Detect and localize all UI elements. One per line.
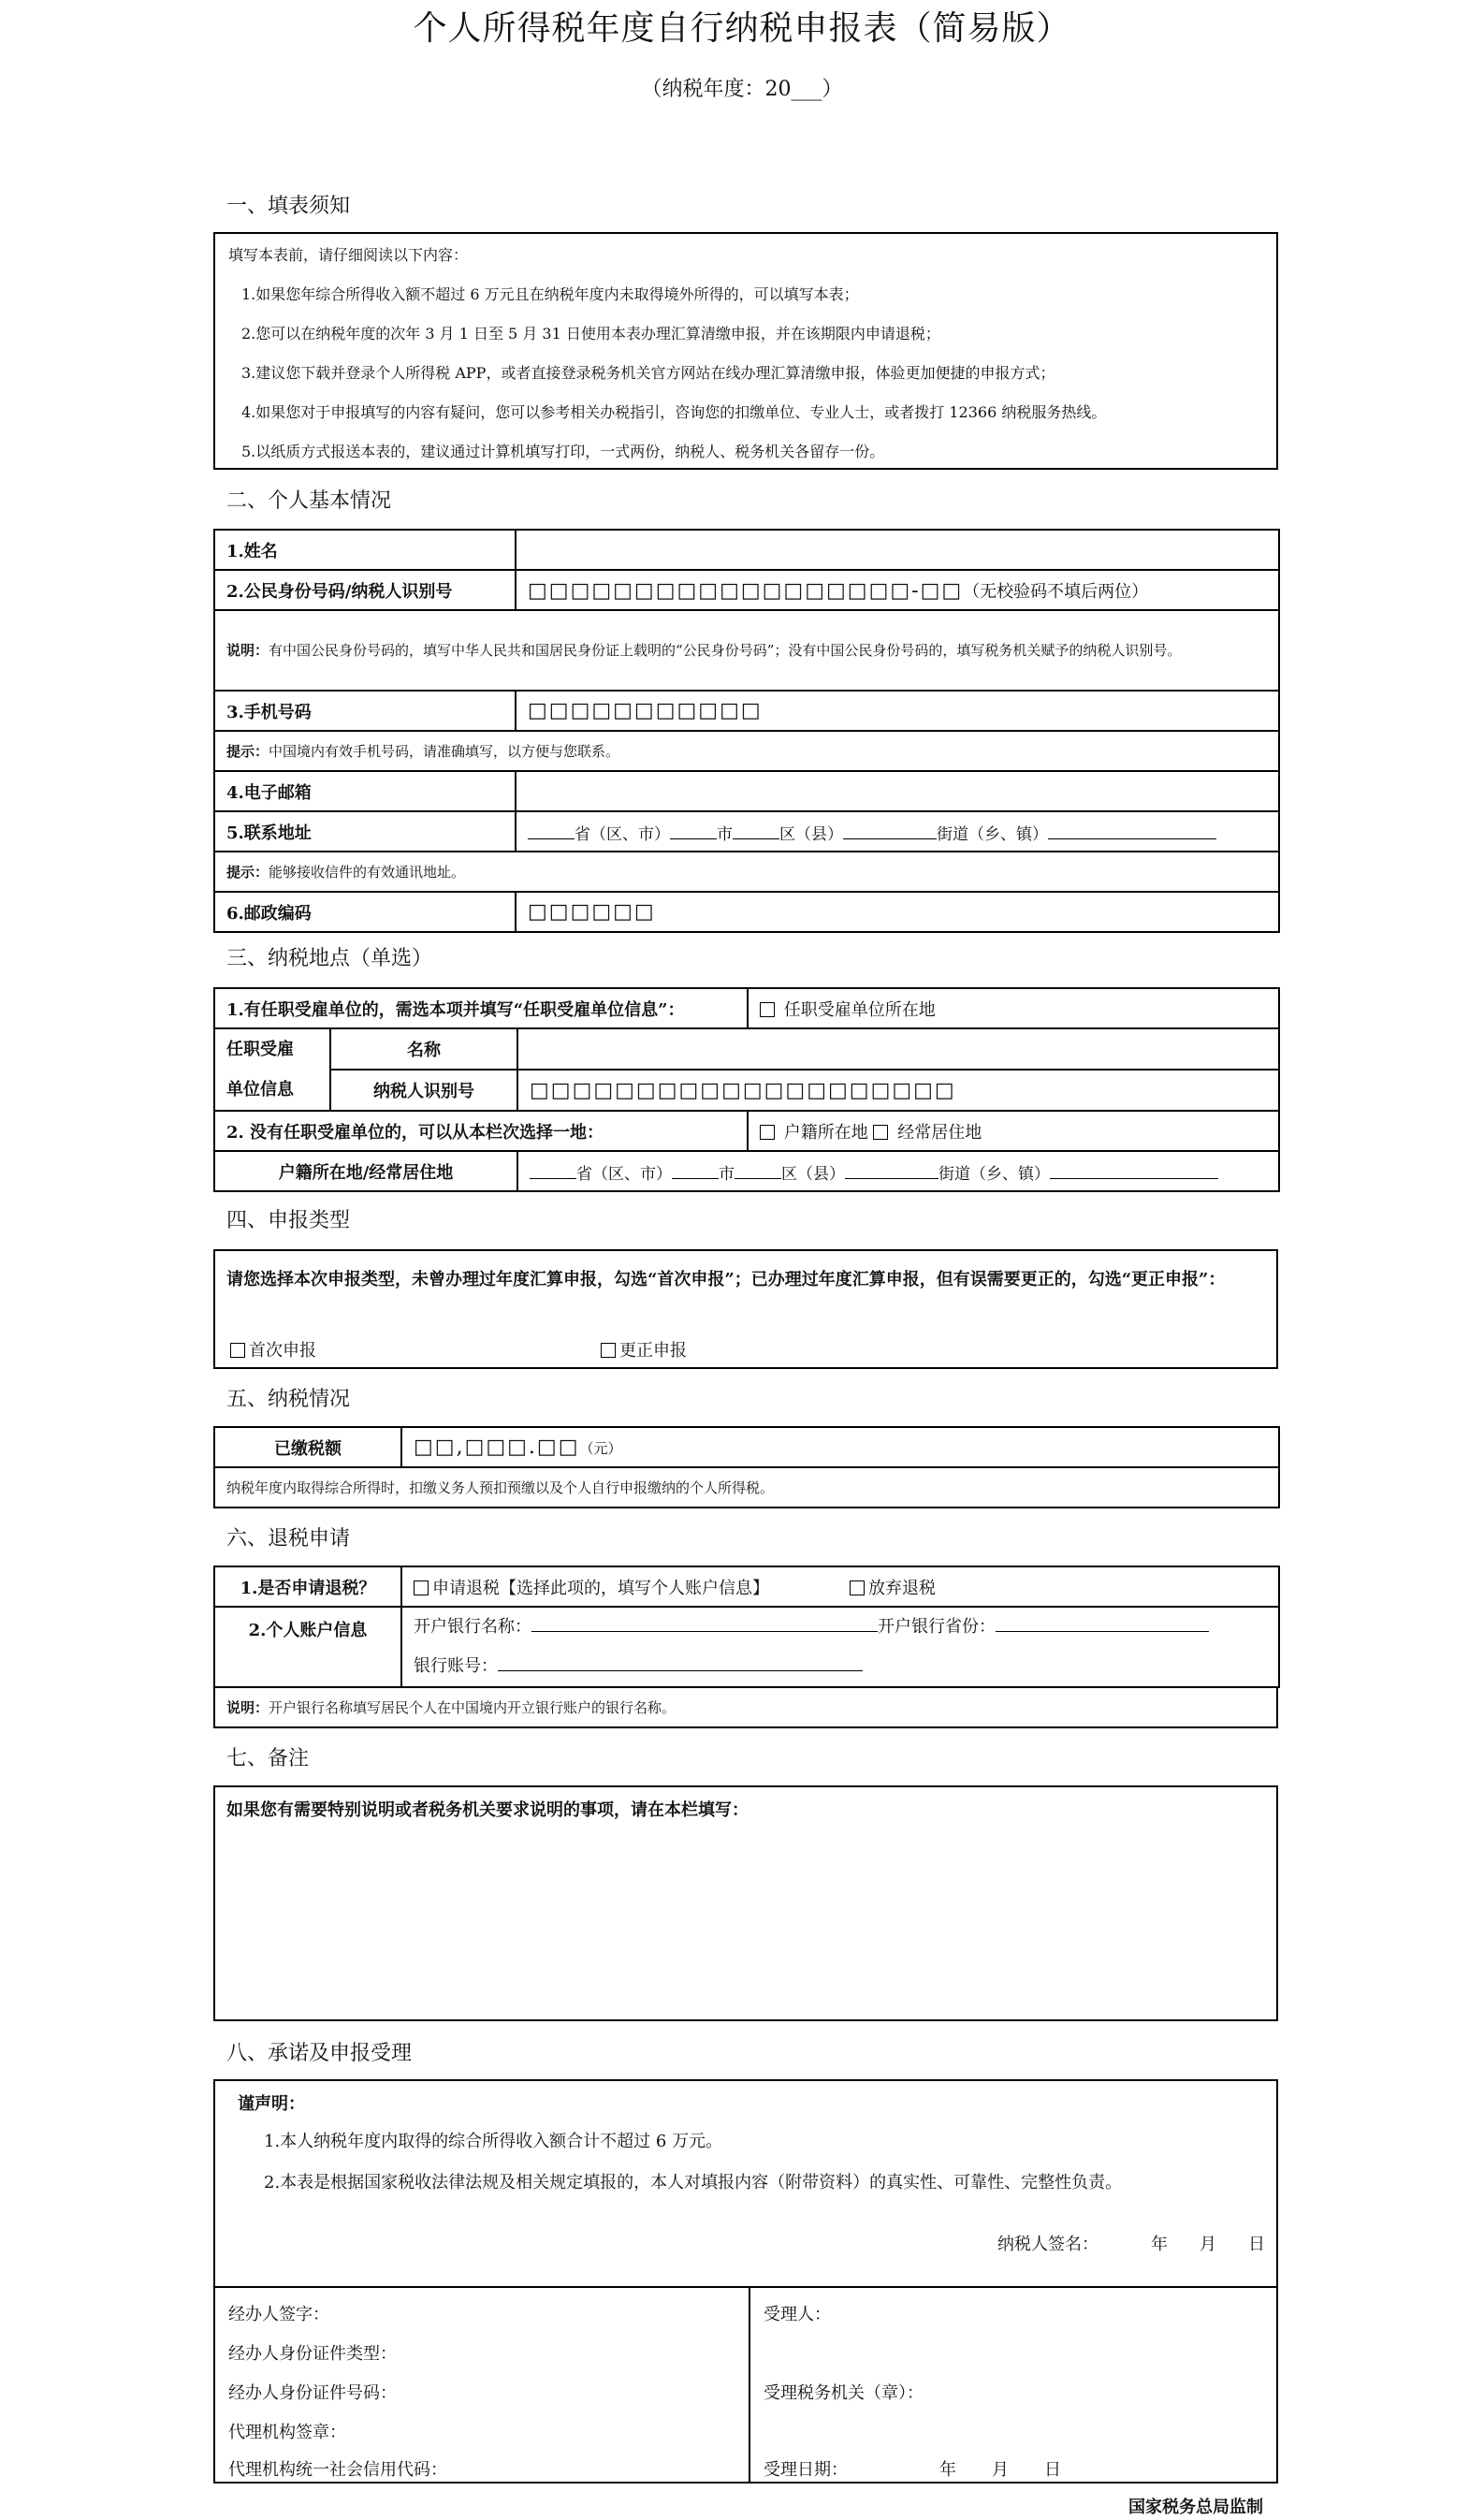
employed-option-text: 任职受雇单位所在地 bbox=[783, 999, 936, 1020]
id-number-hint: （无校验码不填后两位） bbox=[963, 581, 1149, 602]
bank-name-blank[interactable] bbox=[531, 1612, 878, 1632]
notice-item: 2.您可以在纳税年度的次年 3 月 1 日至 5 月 31 日使用本表办理汇算清缴申报，并在该期限内申请退税； bbox=[241, 325, 940, 342]
apply-refund-text: 申请退税【选择此项的，填写个人账户信息】 bbox=[432, 1578, 769, 1598]
residence-checkbox[interactable] bbox=[873, 1125, 888, 1140]
province-text: 省（区、市） bbox=[575, 824, 670, 844]
county-text: 区（县） bbox=[779, 824, 843, 844]
phone-note-text: 中国境内有效手机号码，请准确填写，以方便与您联系。 bbox=[269, 743, 620, 760]
refund-note-table bbox=[213, 1686, 1278, 1728]
signature-day: 日 bbox=[1248, 2235, 1265, 2254]
bank-name-label: 开户银行名称： bbox=[414, 1617, 531, 1637]
form-title: 个人所得税年度自行纳税申报表（简易版） bbox=[413, 9, 1071, 48]
address-label: 5.联系地址 bbox=[214, 811, 516, 852]
waive-refund-checkbox[interactable] bbox=[850, 1580, 865, 1595]
address-field[interactable] bbox=[516, 811, 1279, 852]
bank-province-label: 开户银行省份： bbox=[878, 1617, 996, 1637]
first-declaration-checkbox[interactable] bbox=[230, 1343, 245, 1358]
province-text: 省（区、市） bbox=[576, 1164, 672, 1184]
huji-option-text: 户籍所在地 bbox=[783, 1122, 868, 1143]
city-text: 市 bbox=[719, 1164, 735, 1184]
id-note-label: 说明： bbox=[226, 642, 269, 659]
street-text: 街道（乡、镇） bbox=[938, 1164, 1050, 1184]
city-blank[interactable] bbox=[670, 820, 717, 839]
acceptance-divider bbox=[749, 2288, 750, 2482]
unit-tin-label: 纳税人识别号 bbox=[330, 1070, 517, 1111]
agent-id-type-label: 经办人身份证件类型： bbox=[228, 2344, 397, 2364]
bank-province-blank[interactable] bbox=[996, 1612, 1209, 1632]
detail-blank[interactable] bbox=[1048, 820, 1216, 839]
notice-box bbox=[213, 232, 1278, 470]
agency-credit-code-label: 代理机构统一社会信用代码： bbox=[228, 2460, 447, 2480]
id-note bbox=[214, 610, 1279, 691]
first-declaration-text: 首次申报 bbox=[249, 1341, 316, 1361]
refund-note-text: 开户银行名称填写居民个人在中国境内开立银行账户的银行名称。 bbox=[269, 1699, 677, 1716]
id-number-boxes[interactable]: □□□□□□□□□□□□□□□□□□-□□ bbox=[528, 578, 964, 603]
remarks-instruction: 如果您有需要特别说明或者税务机关要求说明的事项，请在本栏填写： bbox=[226, 1800, 749, 1820]
section-heading-basic-info: 二、个人基本情况 bbox=[226, 489, 392, 513]
id-number-field[interactable] bbox=[516, 570, 1279, 610]
section-heading-remarks: 七、备注 bbox=[226, 1747, 310, 1770]
notice-item: 1.如果您年综合所得收入额不超过 6 万元且在纳税年度内未取得境外所得的，可以填写本表； bbox=[241, 285, 859, 303]
section-heading-tax-place: 三、纳税地点（单选） bbox=[226, 947, 433, 970]
correct-declaration-option[interactable] bbox=[601, 1337, 687, 1362]
pledge-item: 2.本表是根据国家税收法律法规及相关规定填报的，本人对填报内容（附带资料）的真实性、可靠性、完整性负责。 bbox=[264, 2173, 1123, 2192]
email-field[interactable] bbox=[516, 771, 1279, 811]
street-text: 街道（乡、镇） bbox=[937, 824, 1048, 844]
first-declaration-option[interactable] bbox=[230, 1337, 316, 1362]
unit-info-label bbox=[214, 1028, 330, 1111]
correct-declaration-checkbox[interactable] bbox=[601, 1343, 616, 1358]
unit-name-field[interactable] bbox=[517, 1028, 1279, 1070]
refund-note bbox=[214, 1687, 1277, 1727]
section-heading-declaration-type: 四、申报类型 bbox=[226, 1209, 351, 1232]
pledge-declare: 谨声明： bbox=[238, 2094, 305, 2114]
account-info-field bbox=[401, 1607, 1279, 1687]
detail-blank[interactable] bbox=[1050, 1159, 1218, 1179]
unit-info-line1: 任职受雇 bbox=[226, 1040, 294, 1059]
refund-options bbox=[401, 1566, 1279, 1607]
bank-account-blank[interactable] bbox=[498, 1652, 863, 1671]
declaration-type-instruction: 请您选择本次申报类型，未曾办理过年度汇算申报，勾选“首次申报”；已办理过年度汇算申报，但有误需要更正的，勾选“更正申报”： bbox=[226, 1270, 1226, 1289]
zip-boxes[interactable]: □□□□□□ bbox=[528, 900, 656, 924]
county-blank[interactable] bbox=[733, 820, 779, 839]
signature-year: 年 bbox=[1151, 2235, 1168, 2254]
province-blank[interactable] bbox=[528, 820, 575, 839]
province-blank[interactable] bbox=[530, 1159, 576, 1179]
agent-sign-label: 经办人签字： bbox=[228, 2305, 329, 2324]
section-heading-tax-status: 五、纳税情况 bbox=[226, 1388, 351, 1411]
acceptance-year: 年 bbox=[939, 2460, 956, 2480]
not-employed-options bbox=[748, 1111, 1279, 1151]
city-blank[interactable] bbox=[672, 1159, 719, 1179]
address-note-label: 提示： bbox=[226, 864, 269, 881]
agency-seal-label: 代理机构签章： bbox=[228, 2423, 346, 2442]
acceptance-month: 月 bbox=[992, 2460, 1009, 2480]
unit-name-label: 名称 bbox=[330, 1028, 517, 1070]
employed-label: 1.有任职受雇单位的，需选本项并填写“任职受雇单位信息”： bbox=[214, 988, 748, 1028]
county-blank[interactable] bbox=[735, 1159, 781, 1179]
bank-account-label: 银行账号： bbox=[414, 1656, 498, 1676]
county-text: 区（县） bbox=[781, 1164, 845, 1184]
account-info-label: 2.个人账户信息 bbox=[214, 1607, 401, 1687]
name-field[interactable] bbox=[516, 530, 1279, 570]
notice-intro: 填写本表前，请仔细阅读以下内容： bbox=[228, 246, 469, 264]
remarks-box[interactable] bbox=[213, 1785, 1278, 2021]
tax-place-table bbox=[213, 987, 1280, 1192]
phone-note bbox=[214, 731, 1279, 771]
phone-boxes[interactable]: □□□□□□□□□□□ bbox=[528, 699, 763, 722]
basic-info-table bbox=[213, 529, 1280, 933]
zip-field[interactable] bbox=[516, 892, 1279, 932]
name-label: 1.姓名 bbox=[214, 530, 516, 570]
city-text: 市 bbox=[717, 824, 733, 844]
phone-label: 3.手机号码 bbox=[214, 691, 516, 731]
notice-item: 5.以纸质方式报送本表的，建议通过计算机填写打印，一式两份，纳税人、税务机关各留存一份。 bbox=[241, 443, 885, 460]
taxpayer-signature-label: 纳税人签名： bbox=[997, 2235, 1098, 2254]
employed-option[interactable] bbox=[748, 988, 1279, 1028]
paid-tax-field[interactable] bbox=[401, 1427, 1279, 1467]
refund-note-label: 说明： bbox=[226, 1699, 269, 1716]
paid-tax-boxes[interactable]: □□,□□□.□□ bbox=[414, 1435, 580, 1459]
paid-tax-unit: （元） bbox=[579, 1440, 622, 1457]
street-blank[interactable] bbox=[845, 1159, 938, 1179]
zip-label: 6.邮政编码 bbox=[214, 892, 516, 932]
unit-tin-boxes[interactable]: □□□□□□□□□□□□□□□□□□□□ bbox=[530, 1078, 956, 1102]
accepting-tax-office-label: 受理税务机关（章）： bbox=[764, 2383, 924, 2403]
refund-table bbox=[213, 1566, 1280, 1688]
not-employed-label: 2. 没有任职受雇单位的，可以从本栏次选择一地： bbox=[214, 1111, 748, 1151]
pledge-box bbox=[213, 2079, 1278, 2287]
notice-item: 4.如果您对于申报填写的内容有疑问，您可以参考相关办税指引，咨询您的扣缴单位、专业人士，或者拨打 12366 纳税服务热线。 bbox=[241, 403, 1107, 421]
section-heading-pledge: 八、承诺及申报受理 bbox=[226, 2042, 413, 2065]
acceptance-box bbox=[213, 2286, 1278, 2484]
employed-checkbox[interactable] bbox=[760, 1002, 775, 1017]
paid-tax-label: 已缴税额 bbox=[214, 1427, 401, 1467]
supervisor-footer: 国家税务总局监制 bbox=[1128, 2498, 1263, 2517]
address-note bbox=[214, 852, 1279, 892]
phone-note-label: 提示： bbox=[226, 743, 269, 760]
notice-item: 3.建议您下载并登录个人所得税 APP，或者直接登录税务机关官方网站在线办理汇算清缴申报，体验更加便捷的申报方式； bbox=[241, 364, 1055, 382]
section-heading-notice: 一、填表须知 bbox=[226, 195, 351, 218]
pledge-item: 1.本人纳税年度内取得的综合所得收入额合计不超过 6 万元。 bbox=[264, 2132, 723, 2151]
agent-id-number-label: 经办人身份证件号码： bbox=[228, 2383, 397, 2403]
receiver-label: 受理人： bbox=[764, 2305, 831, 2324]
tax-status-table bbox=[213, 1426, 1280, 1508]
huji-address-field[interactable] bbox=[517, 1151, 1279, 1191]
section-heading-refund: 六、退税申请 bbox=[226, 1527, 351, 1551]
residence-option-text: 经常居住地 bbox=[897, 1122, 982, 1143]
huji-address-label: 户籍所在地/经常居住地 bbox=[214, 1151, 517, 1191]
apply-refund-checkbox[interactable] bbox=[414, 1580, 429, 1595]
email-label: 4.电子邮箱 bbox=[214, 771, 516, 811]
declaration-type-box bbox=[213, 1249, 1278, 1369]
id-number-label: 2.公民身份号码/纳税人识别号 bbox=[214, 570, 516, 610]
correct-declaration-text: 更正申报 bbox=[619, 1341, 687, 1361]
acceptance-date-label: 受理日期： bbox=[764, 2460, 848, 2480]
signature-month: 月 bbox=[1200, 2235, 1216, 2254]
waive-refund-text: 放弃退税 bbox=[868, 1578, 936, 1598]
phone-field[interactable] bbox=[516, 691, 1279, 731]
paid-tax-note: 纳税年度内取得综合所得时，扣缴义务人预扣预缴以及个人自行申报缴纳的个人所得税。 bbox=[214, 1467, 1279, 1508]
refund-apply-label: 1.是否申请退税？ bbox=[214, 1566, 401, 1607]
id-note-text: 有中国公民身份号码的，填写中华人民共和国居民身份证上载明的“公民身份号码”；没有中国公民身份号码的，填写税务机关赋予的纳税人识别号。 bbox=[269, 642, 1182, 659]
acceptance-day: 日 bbox=[1044, 2460, 1061, 2480]
street-blank[interactable] bbox=[843, 820, 937, 839]
address-note-text: 能够接收信件的有效通讯地址。 bbox=[269, 864, 466, 881]
huji-checkbox[interactable] bbox=[760, 1125, 775, 1140]
tax-year-subtitle: （纳税年度：20___） bbox=[641, 78, 843, 101]
unit-tin-field[interactable] bbox=[517, 1070, 1279, 1111]
unit-info-line2: 单位信息 bbox=[226, 1080, 294, 1100]
